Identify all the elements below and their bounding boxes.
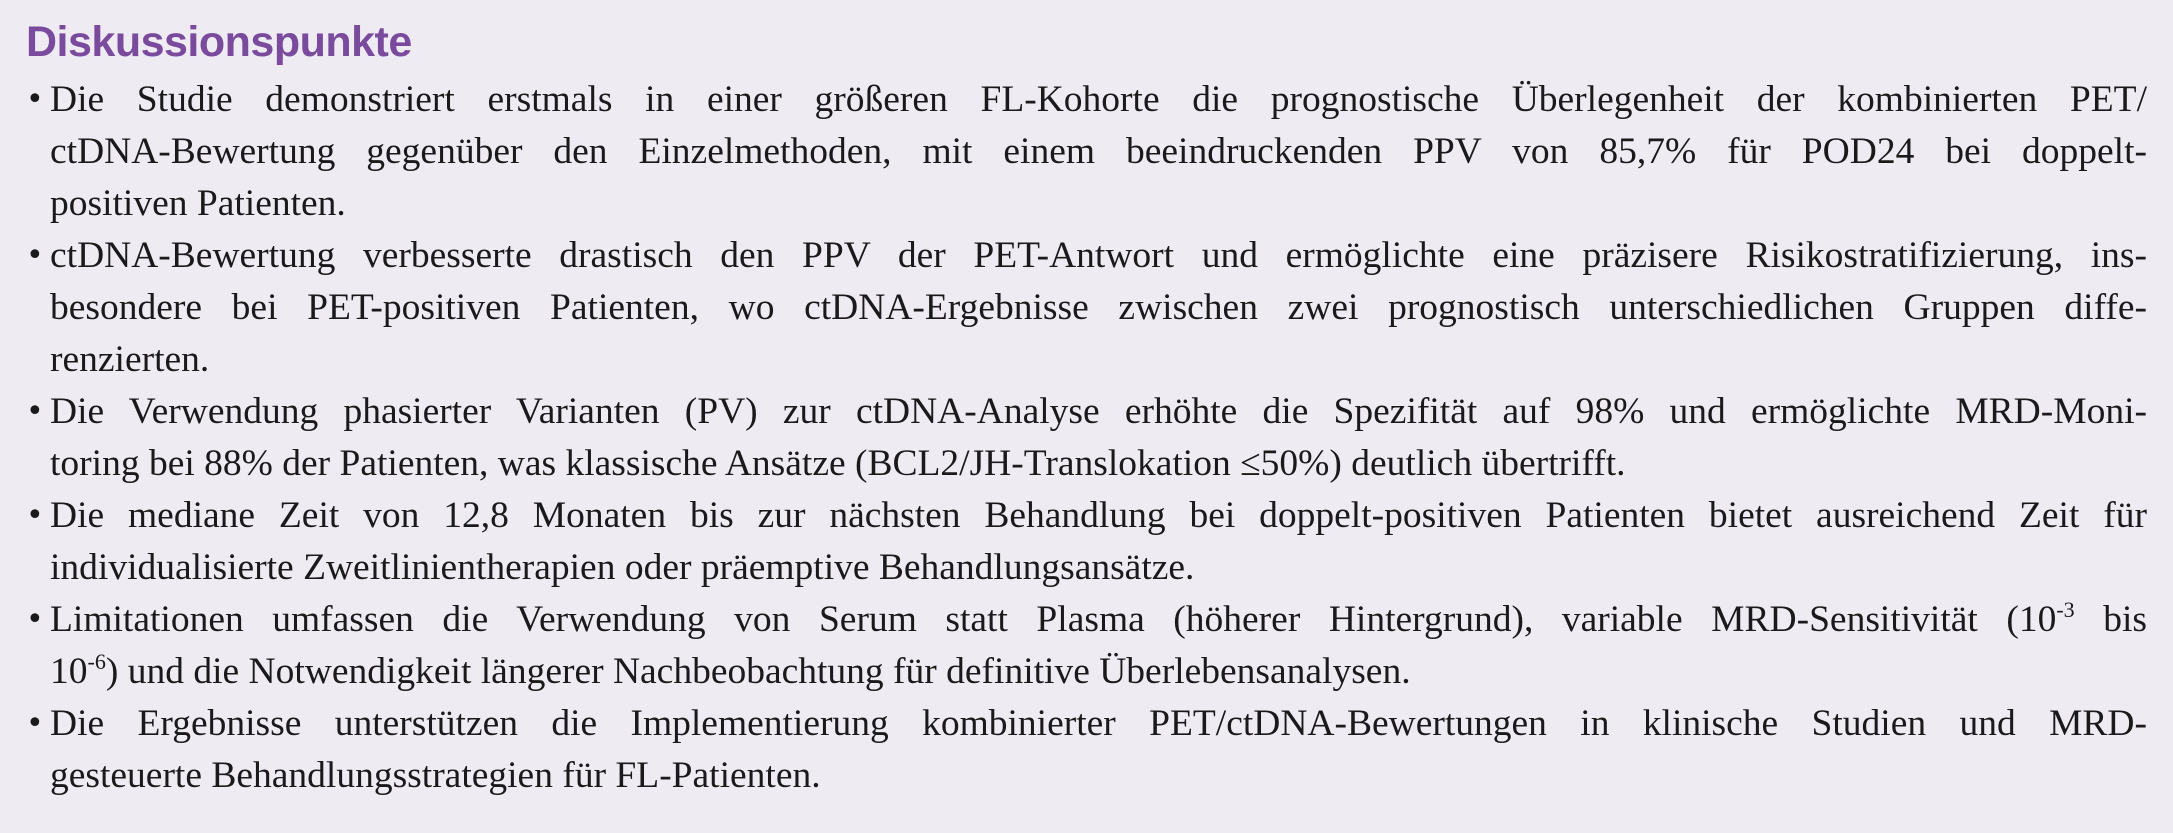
bullet-icon: • xyxy=(26,394,44,429)
text-line: besondere bei PET-positiven Patienten, wo ctDNA-Ergebnisse zwischen zwei prognostisch unterschiedlichen Gruppen diffe- xyxy=(50,287,2147,328)
text-line: toring bei 88% der Patienten, was klassische Ansätze (BCL2/JH-Translokation ≤50%) deutlich übertrifft. xyxy=(50,443,1626,484)
text-line: Die mediane Zeit von 12,8 Monaten bis zur nächsten Behandlung bei doppelt-positiven Patienten bietet ausreichend Zeit für xyxy=(50,495,2147,536)
list-item xyxy=(26,490,2147,594)
text-line: renzierten. xyxy=(50,339,210,380)
text-line: ctDNA-Bewertung gegenüber den Einzelmethoden, mit einem beeindruckenden PPV von 85,7% für POD24 bei doppelt- xyxy=(50,131,2147,172)
exponent: -3 xyxy=(2056,597,2075,622)
list-item xyxy=(26,698,2147,802)
text-line: gesteuerte Behandlungsstrategien für FL-Patienten. xyxy=(50,755,821,796)
section-heading: Diskussionspunkte xyxy=(26,18,412,66)
text-segment: bis xyxy=(2074,599,2147,640)
list-item xyxy=(26,386,2147,490)
text-line: ctDNA-Bewertung verbesserte drastisch den PPV der PET-Antwort und ermöglichte eine präzisere Risikostratifizierung, ins- xyxy=(50,235,2147,276)
list-item xyxy=(26,594,2147,698)
text-line: Die Studie demonstriert erstmals in einer größeren FL-Kohorte die prognostische Überlegenheit der kombinierten PET/ xyxy=(50,79,2147,120)
bullet-icon: • xyxy=(26,238,44,273)
bullet-icon: • xyxy=(26,706,44,741)
bullet-icon: • xyxy=(26,602,44,637)
bullet-icon: • xyxy=(26,82,44,117)
list-item xyxy=(26,74,2147,230)
list-item xyxy=(26,230,2147,386)
text-line: Die Verwendung phasierter Varianten (PV) zur ctDNA-Analyse erhöhte die Spezifität auf 98% und ermöglichte MRD-Moni- xyxy=(50,391,2147,432)
exponent: -6 xyxy=(87,649,106,674)
text-line: Die Ergebnisse unterstützen die Implementierung kombinierter PET/ctDNA-Bewertungen in klinische Studien und MRD- xyxy=(50,703,2147,744)
text-line: positiven Patienten. xyxy=(50,183,346,224)
text-segment: Limitationen umfassen die Verwendung von Serum statt Plasma (höherer Hintergrund), variable MRD-Sensitivität (10 xyxy=(50,599,2057,640)
text-line xyxy=(50,646,2147,698)
text-line: individualisierte Zweitlinientherapien oder präemptive Behandlungsansätze. xyxy=(50,547,1195,588)
bullet-icon: • xyxy=(26,498,44,533)
text-segment: ) und die Notwendigkeit längerer Nachbeobachtung für definitive Überlebensanalysen. xyxy=(105,651,1411,692)
text-line xyxy=(50,594,2147,646)
discussion-points-list xyxy=(26,74,2147,802)
text-segment: 10 xyxy=(50,651,88,692)
